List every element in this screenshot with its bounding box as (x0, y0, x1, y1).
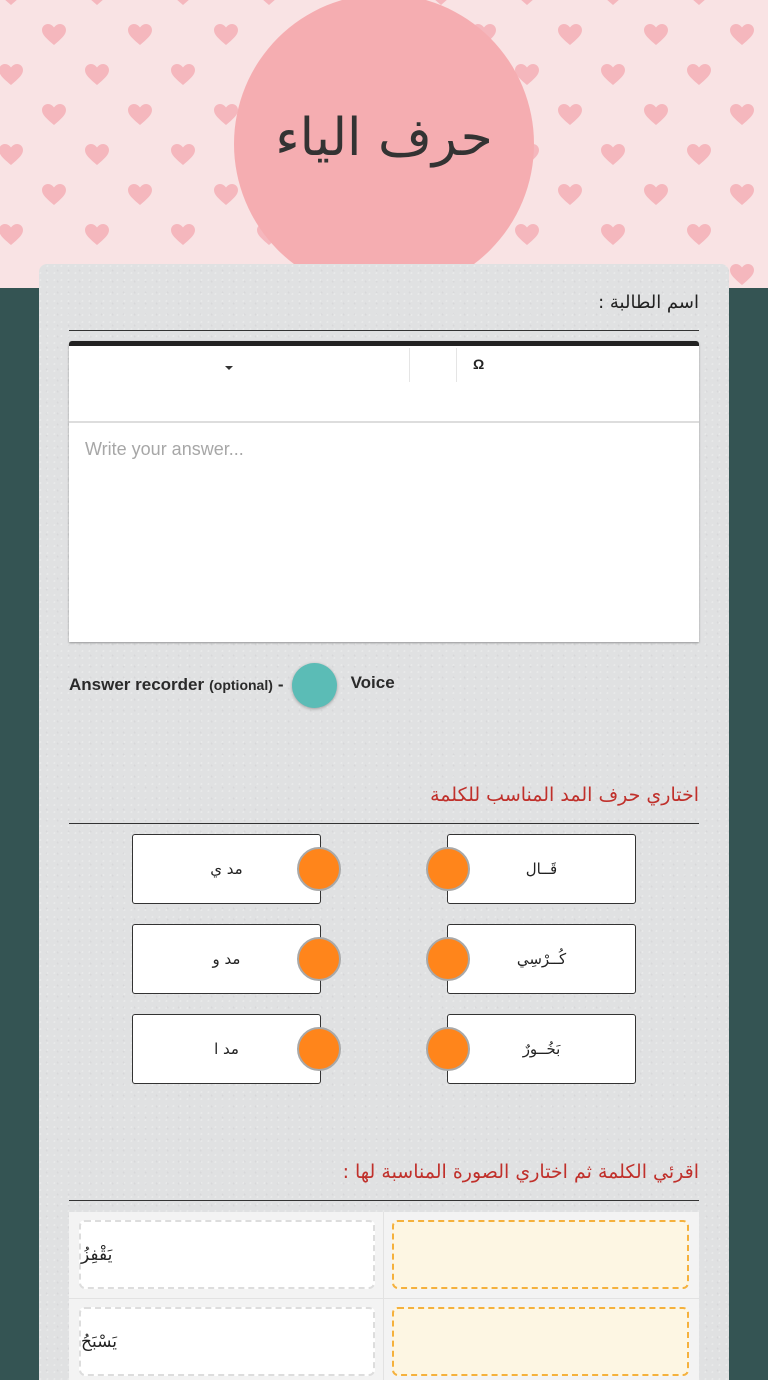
question2-title: اقرئي الكلمة ثم اختاري الصورة المناسبة لها : (342, 1161, 699, 1183)
match-label: مد و (212, 950, 241, 968)
heart-icon (0, 224, 23, 246)
question1-title: اختاري حرف المد المناسب للكلمة (430, 784, 699, 806)
match-label: كُــرْسِي (516, 950, 567, 968)
heart-icon (687, 224, 711, 246)
heart-icon (730, 104, 754, 126)
toolbar-separator (409, 348, 410, 382)
heart-icon (601, 64, 625, 86)
heart-icon (171, 0, 195, 6)
match-dot-left[interactable] (297, 847, 341, 891)
heart-icon (601, 0, 625, 6)
word-label: يَقْفِزُ (81, 1244, 113, 1265)
match-item-right[interactable] (447, 924, 636, 994)
match-label: مد ا (214, 1040, 239, 1058)
page-title: حرف الياء (275, 108, 493, 168)
heart-icon (0, 64, 23, 86)
student-name-label: اسم الطالبة : (598, 292, 699, 313)
match-item-left[interactable] (132, 924, 321, 994)
heart-icon (128, 184, 152, 206)
heart-icon (687, 64, 711, 86)
recorder-label: Answer recorder (69, 675, 205, 694)
recorder-optional: (optional) (209, 677, 273, 693)
recorder-dash: - (277, 675, 284, 694)
special-character-button[interactable]: Ω (473, 356, 485, 372)
heart-icon (214, 24, 238, 46)
match-dot-right[interactable] (426, 937, 470, 981)
match-item-right[interactable] (447, 1014, 636, 1084)
grid-line (383, 1212, 384, 1380)
word-card[interactable] (79, 1220, 375, 1289)
match-item-left[interactable] (132, 834, 321, 904)
heart-icon (515, 224, 539, 246)
toolbar-separator (456, 348, 457, 382)
word-card[interactable] (79, 1307, 375, 1376)
heart-icon (730, 184, 754, 206)
heart-icon (644, 104, 668, 126)
record-button[interactable] (292, 663, 337, 708)
heart-icon (85, 0, 109, 6)
heart-icon (171, 144, 195, 166)
answer-recorder (69, 662, 395, 708)
heart-icon (42, 104, 66, 126)
heart-icon (171, 224, 195, 246)
title-circle (234, 0, 534, 294)
match-label: مد ي (210, 860, 243, 878)
heart-icon (558, 24, 582, 46)
recorder-mode: Voice (350, 673, 395, 692)
heart-icon (128, 104, 152, 126)
editor-toolbar (69, 346, 699, 423)
image-drop-zone[interactable] (392, 1307, 689, 1376)
heart-icon (558, 184, 582, 206)
match-dot-right[interactable] (426, 847, 470, 891)
heart-icon (85, 224, 109, 246)
image-drop-zone[interactable] (392, 1220, 689, 1289)
match-item-right[interactable] (447, 834, 636, 904)
worksheet-card (39, 264, 729, 1380)
heart-icon (257, 0, 281, 6)
match-label: بَخُــورٌ (522, 1040, 561, 1058)
match-item-left[interactable] (132, 1014, 321, 1084)
heart-icon (730, 264, 754, 286)
heart-icon (85, 144, 109, 166)
heart-icon (601, 144, 625, 166)
divider (69, 823, 699, 824)
heart-icon (515, 0, 539, 6)
heart-icon (42, 24, 66, 46)
heart-icon (730, 24, 754, 46)
heart-icon (42, 184, 66, 206)
word-label: يَسْبَحُ (81, 1331, 118, 1352)
word-image-grid (69, 1212, 699, 1380)
heart-icon (558, 104, 582, 126)
match-label: قَــال (525, 860, 558, 878)
heart-icon (687, 144, 711, 166)
answer-editor[interactable] (69, 341, 699, 642)
heart-icon (644, 24, 668, 46)
heart-icon (0, 0, 23, 6)
match-dot-left[interactable] (297, 1027, 341, 1071)
divider (69, 1200, 699, 1201)
heart-icon (644, 184, 668, 206)
answer-input[interactable]: Write your answer... (85, 439, 244, 459)
heart-icon (171, 64, 195, 86)
caret-down-icon[interactable] (225, 366, 233, 370)
heart-icon (128, 24, 152, 46)
divider (69, 330, 699, 331)
grid-line (69, 1298, 699, 1299)
match-dot-left[interactable] (297, 937, 341, 981)
heart-icon (214, 184, 238, 206)
heart-icon (687, 0, 711, 6)
heart-icon (601, 224, 625, 246)
heart-icon (0, 144, 23, 166)
heart-icon (85, 64, 109, 86)
match-dot-right[interactable] (426, 1027, 470, 1071)
